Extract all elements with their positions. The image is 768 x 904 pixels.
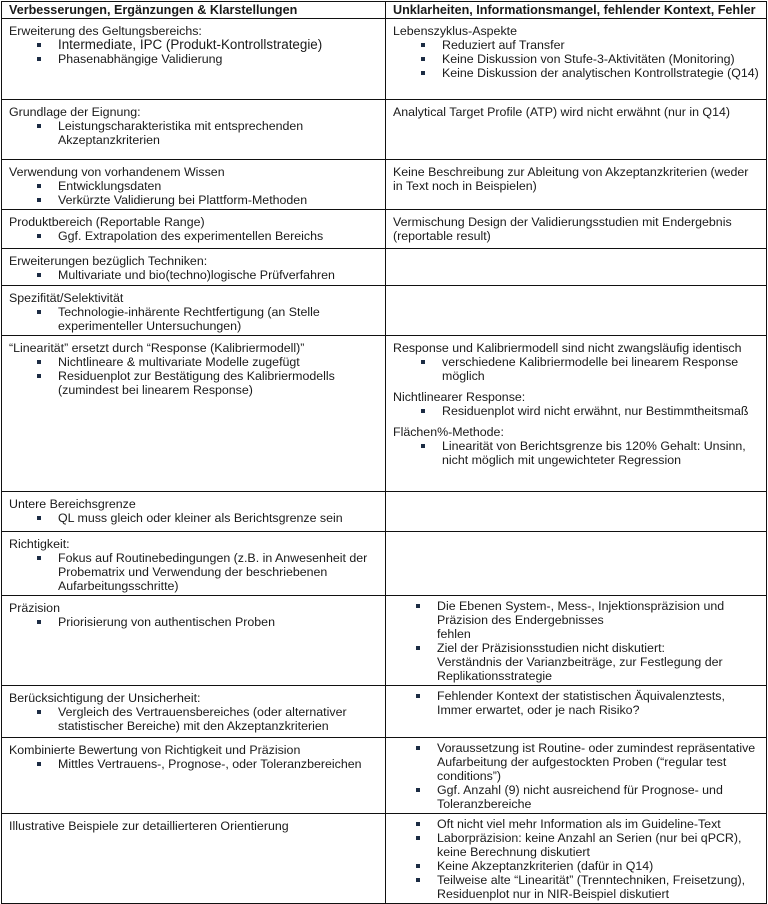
bullet-item: Teilweise alte “Linearität” (Trenntechniken, Freisetzung), Residuenplot nur in NIR-Beispiel diskutiert: [411, 873, 760, 901]
bullet-item: Linearität von Berichtsgrenze bis 120% Gehalt: Unsinn, nicht möglich mit ungewichteter Regression: [416, 439, 760, 467]
table-row: [2, 738, 767, 814]
improvement-cell: [2, 210, 386, 249]
issue-cell: [386, 286, 767, 336]
bullet-item: Residuenplot zur Bestätigung des Kalibriermodells (zumindest bei linearem Response): [32, 369, 379, 397]
bullet-item: Ggf. Anzahl (9) nicht ausreichend für Prognose- und Toleranzbereiche: [411, 783, 760, 811]
improvement-cell: [2, 686, 386, 738]
improvement-cell: [2, 814, 386, 904]
bullet-item: Nichtlineare & multivariate Modelle zugefügt: [32, 355, 379, 369]
bullet-item: Entwicklungsdaten: [32, 179, 379, 193]
bullet-item: Priorisierung von authentischen Proben: [32, 615, 379, 629]
table-row: [2, 286, 767, 336]
bullet-item: Intermediate, IPC (Produkt-Kontrollstrategie): [32, 38, 379, 52]
improvement-bullet-list: [9, 551, 379, 593]
issue-cell: [386, 492, 767, 532]
table-row: [2, 210, 767, 249]
improvement-bullet-list: [9, 268, 379, 282]
improvement-cell: [2, 100, 386, 160]
improvement-cell: [2, 19, 386, 100]
issue-cell: [386, 814, 767, 904]
improvement-bullet-list: [9, 305, 379, 333]
issue-group: [393, 341, 760, 383]
table-row: [2, 160, 767, 210]
improvement-title: Kombinierte Bewertung von Richtigkeit und Präzision: [9, 743, 301, 757]
bullet-item: Voraussetzung ist Routine- oder zumindest repräsentative Aufarbeitung der aufgestockten Proben (“regular test conditions”): [411, 741, 760, 783]
table-row: [2, 686, 767, 738]
issue-group: [393, 599, 760, 683]
bullet-item: Ggf. Extrapolation des experimentellen Bereichs: [32, 229, 379, 243]
issue-bullet-list: [393, 355, 760, 383]
issue-cell: [386, 336, 767, 492]
improvement-cell: [2, 160, 386, 210]
issue-cell: [386, 596, 767, 686]
bullet-item: Ziel der Präzisionsstudien nicht diskutiert: Verständnis der Varianzbeiträge, zur Festlegung der Replikationsstrategie: [411, 641, 760, 683]
improvement-bullet-list: [9, 38, 379, 66]
issue-bullet-list: [393, 741, 760, 811]
issue-group: [393, 817, 760, 901]
issue-group: [393, 390, 760, 418]
issue-bullet-list: [393, 817, 760, 901]
bullet-item: Fokus auf Routinebedingungen (z.B. in Anwesenheit der Probematrix und Verwendung der beschriebenen Aufarbeitungsschritte): [32, 551, 379, 593]
bullet-item: Laborpräzision: keine Anzahl an Serien (nur bei qPCR), keine Berechnung diskutiert: [411, 831, 760, 859]
improvement-bullet-list: [9, 179, 379, 207]
improvement-title: Untere Bereichsgrenze: [9, 497, 136, 511]
bullet-item: Die Ebenen System-, Mess-, Injektionspräzision und Präzision des Endergebnisses fehlen: [411, 599, 760, 641]
issue-group: [393, 24, 760, 80]
issue-bullet-list: [393, 38, 760, 80]
improvement-title: Berücksichtigung der Unsicherheit:: [9, 691, 201, 705]
issue-bullet-list: [393, 689, 760, 717]
issue-title: Flächen%-Methode:: [393, 425, 504, 439]
bullet-item: Verkürzte Validierung bei Plattform-Methoden: [32, 193, 379, 207]
comparison-table: [1, 1, 767, 904]
header-issues: Unklarheiten, Informationsmangel, fehlender Kontext, Fehler: [386, 2, 767, 19]
issue-cell: [386, 532, 767, 596]
issue-cell: [386, 210, 767, 249]
bullet-item: Reduziert auf Transfer: [416, 38, 760, 52]
improvement-title: Erweiterungen bezüglich Techniken:: [9, 254, 208, 268]
issue-group: [393, 425, 760, 467]
improvement-bullet-list: [9, 615, 379, 629]
header-row: [2, 2, 767, 19]
improvement-cell: [2, 492, 386, 532]
bullet-item: Keine Diskussion von Stufe-3-Aktivitäten (Monitoring): [416, 52, 760, 66]
improvement-cell: [2, 596, 386, 686]
improvement-title: Grundlage der Eignung:: [9, 105, 141, 119]
issue-bullet-list: [393, 439, 760, 467]
issue-title: Nichtlinearer Response:: [393, 390, 526, 404]
issue-group: [393, 689, 760, 717]
bullet-item: Vergleich des Vertrauensbereiches (oder alternativer statistischer Bereiche) mit den Akzeptanzkriterien: [32, 705, 379, 733]
table-row: [2, 100, 767, 160]
improvement-bullet-list: [9, 511, 379, 525]
issue-title: Lebenszyklus-Aspekte: [393, 24, 517, 38]
table-row: [2, 19, 767, 100]
table-row: [2, 596, 767, 686]
issue-cell: [386, 160, 767, 210]
issue-group: [393, 215, 760, 243]
bullet-item: Phasenabhängige Validierung: [32, 52, 379, 66]
improvement-cell: [2, 532, 386, 596]
issue-title: Keine Beschreibung zur Ableitung von Akzeptanzkriterien (weder in Text noch in Beispielen): [393, 165, 749, 193]
issue-title: Response und Kalibriermodell sind nicht zwangsläufig identisch: [393, 341, 742, 355]
issue-group: [393, 741, 760, 811]
improvement-cell: [2, 738, 386, 814]
improvement-title: Verwendung von vorhandenem Wissen: [9, 165, 225, 179]
table-row: [2, 249, 767, 286]
improvement-title: Illustrative Beispiele zur detaillierteren Orientierung: [9, 819, 289, 833]
bullet-item: Leistungscharakteristika mit entsprechenden Akzeptanzkriterien: [32, 119, 379, 147]
improvement-bullet-list: [9, 705, 379, 733]
issue-cell: [386, 100, 767, 160]
improvement-title: Erweiterung des Geltungsbereichs:: [9, 24, 202, 38]
table-row: [2, 532, 767, 596]
improvement-title: “Linearität” ersetzt durch “Response (Kalibriermodell)”: [9, 341, 305, 355]
issue-group: [393, 105, 760, 119]
improvement-cell: [2, 336, 386, 492]
bullet-item: Multivariate und bio(techno)logische Prüfverfahren: [32, 268, 379, 282]
improvement-title: Präzision: [9, 601, 60, 615]
header-improvements: Verbesserungen, Ergänzungen & Klarstellungen: [2, 2, 386, 19]
bullet-item: Mittles Vertrauens-, Prognose-, oder Toleranzbereichen: [32, 757, 379, 771]
issue-cell: [386, 686, 767, 738]
improvement-cell: [2, 286, 386, 336]
bullet-item: Oft nicht viel mehr Information als im Guideline-Text: [411, 817, 760, 831]
bullet-item: Residuenplot wird nicht erwähnt, nur Bestimmtheitsmaß: [416, 404, 760, 418]
issue-title: Analytical Target Profile (ATP) wird nicht erwähnt (nur in Q14): [393, 105, 730, 119]
table-row: [2, 492, 767, 532]
improvement-cell: [2, 249, 386, 286]
bullet-item: Technologie-inhärente Rechtfertigung (an Stelle experimenteller Untersuchungen): [32, 305, 379, 333]
improvement-bullet-list: [9, 757, 379, 771]
improvement-title: Richtigkeit:: [9, 537, 70, 551]
issue-bullet-list: [393, 404, 760, 418]
bullet-item: Keine Diskussion der analytischen Kontrollstrategie (Q14): [416, 66, 760, 80]
improvement-bullet-list: [9, 229, 379, 243]
issue-group: [393, 165, 760, 193]
table-row: [2, 814, 767, 904]
bullet-item: Fehlender Kontext der statistischen Äquivalenztests, Immer erwartet, oder je nach Risiko?: [411, 689, 760, 717]
issue-title: Vermischung Design der Validierungsstudien mit Endergebnis (reportable result): [393, 215, 732, 243]
improvement-bullet-list: [9, 119, 379, 147]
bullet-item: verschiedene Kalibriermodelle bei linearem Response möglich: [416, 355, 760, 383]
bullet-item: QL muss gleich oder kleiner als Berichtsgrenze sein: [32, 511, 379, 525]
bullet-item: Keine Akzeptanzkriterien (dafür in Q14): [411, 859, 760, 873]
improvement-title: Spezifität/Selektivität: [9, 291, 124, 305]
issue-bullet-list: [393, 599, 760, 683]
issue-cell: [386, 249, 767, 286]
improvement-bullet-list: [9, 355, 379, 397]
issue-cell: [386, 738, 767, 814]
issue-cell: [386, 19, 767, 100]
table-row: [2, 336, 767, 492]
improvement-title: Produktbereich (Reportable Range): [9, 215, 205, 229]
